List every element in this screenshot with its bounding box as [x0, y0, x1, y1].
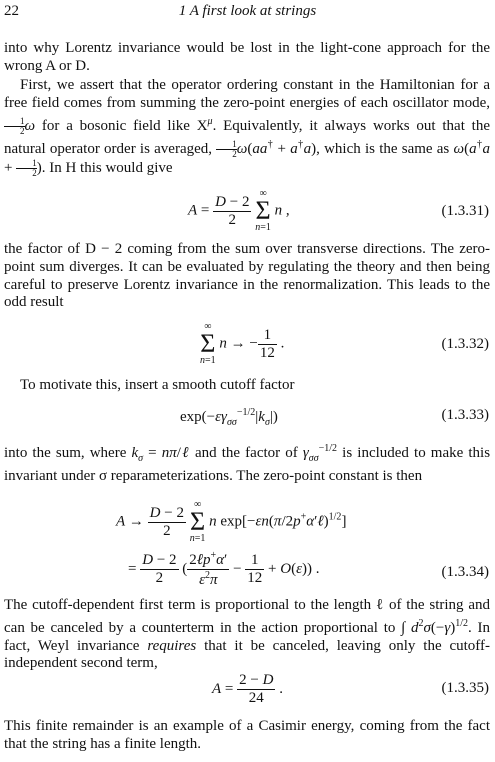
paragraph-1-text: into why Lorentz invariance would be lost in the light-cone approach for the wrong A or D.: [4, 40, 490, 74]
paragraph-6-text-c: that it be canceled, leaving only the cutoff-independent second term,: [4, 637, 491, 672]
half-fraction: $\frac{1}{2}$: [4, 117, 25, 136]
paragraph-5-text-a: into the sum, where: [4, 445, 127, 461]
equation-1-3-32: [0, 318, 495, 374]
paragraph-4-text: To motivate this, insert a smooth cutoff factor: [20, 377, 295, 393]
equation-line-1: A → $\frac{D - 2}{2}$ ∞ Σ n=1 n exp[−εn(π/2p+α′ℓ)$^{1/2}$]: [116, 499, 347, 544]
page-number: 22: [4, 3, 19, 19]
equation-number: (1.3.32): [441, 336, 489, 352]
equation-body: A = $\frac{D - 2}{2}$ ∞ Σ n=1 n ,: [188, 188, 290, 233]
half-fraction: $\frac{1}{2}$: [16, 159, 37, 178]
paragraph-6: The cutoff-dependent first term is proportional to the length ℓ of the string and can be canceled by a counterterm in the action proportional to ∫ $d^2\sigma(-\gamma)^{1/2}$. In fact, Weyl invariance requires that it be canceled, leaving only the cutoff-independent second term,: [4, 597, 491, 672]
paragraph-4: [4, 377, 490, 395]
paragraph-6-text-b: . In fact, Weyl invariance: [4, 619, 490, 654]
paragraph-6-emphasis: requires: [147, 637, 197, 654]
paragraph-2-text-a: First, we assert that the operator ordering constant in the Hamiltonian for a free field comes from summing the zero-point energies of each oscillator mode,: [4, 77, 490, 111]
equation-line-2: = $\frac{D - 2}{2}$ ( $\frac{2\ell p^+\alpha'}{\varepsilon^2\pi}$ − $\frac{1}{12}$ + O(ε)) .: [128, 550, 320, 588]
equation-1-3-34: [0, 498, 495, 598]
equation-1-3-31: [0, 185, 495, 241]
paragraph-2-text-d: which is the same as: [324, 140, 450, 157]
paragraph-1: [4, 40, 490, 76]
running-title: 1 A first look at strings: [178, 3, 317, 19]
equation-body: $\exp(-\varepsilon\gamma_{\sigma\sigma}^{-1/2}|k_\sigma|)$: [180, 407, 278, 428]
equation-number: (1.3.33): [441, 407, 489, 423]
paragraph-2: First, we assert that the operator ordering constant in the Hamiltonian for a free field comes from summing the zero-point energies of each oscillator mode, $\frac{1}{2}$ ω for a bosonic field like $X^\mu$. Equivalently, it always works out that the natural operator order is averaged, $\frac{1}{2}$ ω(aa† + a†a), which is the same as ω(a†a + $\frac{1}{2}$ ). In H this would give: [4, 77, 491, 178]
paragraph-3: [4, 241, 490, 312]
half-fraction: $\frac{1}{2}$: [216, 140, 237, 159]
page-header: [4, 3, 491, 23]
paragraph-5: into the sum, where $k_\sigma$ = nπ/ℓ and the factor of $\gamma_{\sigma\sigma}^{-1/2}$ is included to make this invariant under σ reparameterizations. The zero-point constant is then: [4, 443, 491, 484]
equation-body: ∞ Σ n=1 n → − $\frac{1}{12}$ .: [200, 321, 285, 366]
paragraph-3-text: the factor of D − 2 coming from the sum over transverse directions. The zero-point sum diverges. It can be evaluated by regulating the theory and then being careful to preserve Lorentz invariance in the renormalization. This leads to the odd result: [4, 241, 490, 311]
equation-1-3-33: [0, 405, 495, 429]
equation-1-3-35: [0, 670, 495, 710]
equation-number: (1.3.34): [441, 564, 489, 580]
paragraph-2-text-c: . Equivalently, it always works out that the natural operator order is averaged,: [4, 117, 491, 157]
equation-body: A = $\frac{2 - D}{24}$ .: [212, 672, 283, 706]
paragraph-5-text-c: is included to make this invariant under σ reparameterizations. The zero-point constant is then: [4, 445, 491, 484]
equation-number: (1.3.35): [441, 680, 489, 696]
paragraph-5-text-b: and the factor of: [194, 445, 298, 461]
paragraph-7-text: This finite remainder is an example of a Casimir energy, coming from the fact that the string has a finite length.: [4, 718, 490, 752]
paragraph-2-text-e: . In H this would give: [41, 159, 173, 176]
paragraph-7: [4, 718, 490, 754]
paragraph-2-text-b: for a bosonic field like X: [41, 117, 208, 134]
paragraph-6-text-a: The cutoff-dependent first term is proportional to the length ℓ of the string and can be canceled by a counterterm in the action proportional to: [4, 597, 490, 636]
equation-number: (1.3.31): [441, 203, 489, 219]
